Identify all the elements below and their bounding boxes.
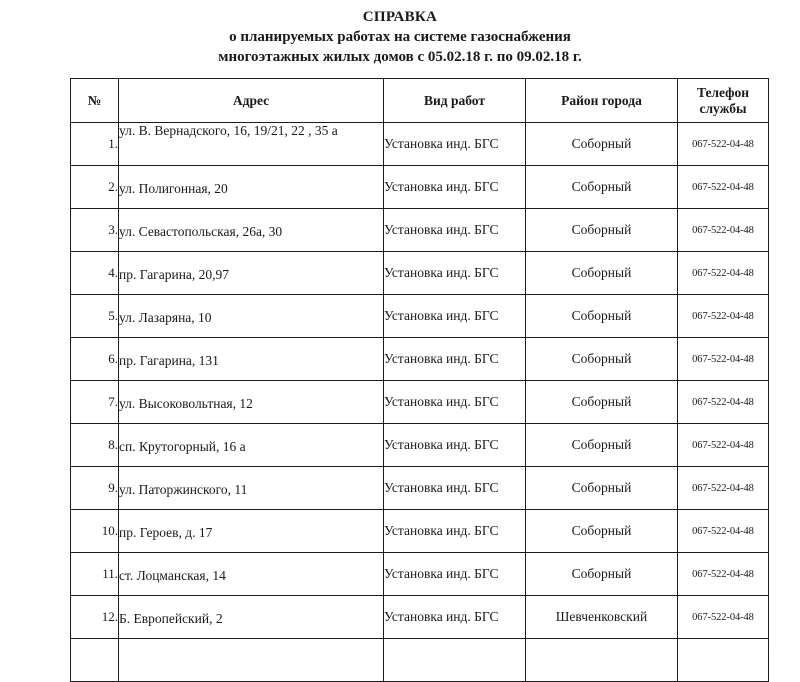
- column-header-phone-line-1: Телефон: [696, 84, 750, 100]
- cell-district: Соборный: [526, 123, 678, 166]
- cell-row-number: 1.: [71, 123, 119, 166]
- cell-address: ул. Лазаряна, 10: [119, 295, 384, 338]
- cell-work-type: Установка инд. БГС: [384, 381, 526, 424]
- table-row: [71, 596, 769, 639]
- column-header-work-type: Вид работ: [384, 79, 526, 123]
- cell-district: Соборный: [526, 166, 678, 209]
- table-body: [71, 123, 769, 682]
- column-header-address: Адрес: [119, 79, 384, 123]
- document-subtitle-line-1: о планируемых работах на системе газоснабжения: [229, 29, 571, 45]
- cell-district: Шевченковский: [526, 596, 678, 639]
- cell-address: ул. Полигонная, 20: [119, 166, 384, 209]
- cell-phone: 067-522-04-48: [678, 338, 769, 381]
- cell-row-number: 6.: [71, 338, 119, 381]
- cell-district: Соборный: [526, 338, 678, 381]
- table-row: [71, 252, 769, 295]
- document-subtitle-line-2: многоэтажных жилых домов с 05.02.18 г. по 09.02.18 г.: [218, 49, 582, 65]
- works-table-container: [70, 78, 768, 682]
- cell-district: Соборный: [526, 467, 678, 510]
- table-row: [71, 295, 769, 338]
- cell-phone: 067-522-04-48: [678, 424, 769, 467]
- cell-empty: [384, 639, 526, 682]
- cell-phone: 067-522-04-48: [678, 467, 769, 510]
- cell-district: Соборный: [526, 553, 678, 596]
- cell-address: ст. Лоцманская, 14: [119, 553, 384, 596]
- cell-work-type: Установка инд. БГС: [384, 553, 526, 596]
- cell-row-number: 12.: [71, 596, 119, 639]
- cell-address: пр. Гагарина, 131: [119, 338, 384, 381]
- cell-district: Соборный: [526, 424, 678, 467]
- cell-work-type: Установка инд. БГС: [384, 338, 526, 381]
- cell-work-type: Установка инд. БГС: [384, 596, 526, 639]
- cell-district: Соборный: [526, 252, 678, 295]
- cell-empty: [526, 639, 678, 682]
- table-row: [71, 424, 769, 467]
- cell-row-number: 11.: [71, 553, 119, 596]
- planned-works-table: [70, 78, 769, 682]
- document-title-block: [0, 8, 800, 67]
- column-header-phone-line-2: службы: [699, 100, 747, 116]
- cell-row-number: 2.: [71, 166, 119, 209]
- cell-empty: [71, 639, 119, 682]
- cell-district: Соборный: [526, 295, 678, 338]
- cell-phone: 067-522-04-48: [678, 510, 769, 553]
- column-header-number: №: [71, 79, 119, 123]
- cell-row-number: 9.: [71, 467, 119, 510]
- cell-work-type: Установка инд. БГС: [384, 209, 526, 252]
- table-row: [71, 510, 769, 553]
- cell-phone: 067-522-04-48: [678, 252, 769, 295]
- cell-address: Б. Европейский, 2: [119, 596, 384, 639]
- table-header-row: [71, 79, 769, 123]
- table-row: [71, 467, 769, 510]
- cell-work-type: Установка инд. БГС: [384, 166, 526, 209]
- table-row: [71, 209, 769, 252]
- cell-work-type: Установка инд. БГС: [384, 123, 526, 166]
- cell-phone: 067-522-04-48: [678, 166, 769, 209]
- cell-row-number: 8.: [71, 424, 119, 467]
- cell-address: ул. Севастопольская, 26а, 30: [119, 209, 384, 252]
- cell-phone: 067-522-04-48: [678, 596, 769, 639]
- cell-address: сп. Крутогорный, 16 а: [119, 424, 384, 467]
- cell-empty: [678, 639, 769, 682]
- cell-work-type: Установка инд. БГС: [384, 510, 526, 553]
- cell-district: Соборный: [526, 510, 678, 553]
- cell-work-type: Установка инд. БГС: [384, 295, 526, 338]
- cell-phone: 067-522-04-48: [678, 123, 769, 166]
- cell-address: пр. Героев, д. 17: [119, 510, 384, 553]
- cell-row-number: 7.: [71, 381, 119, 424]
- cell-row-number: 3.: [71, 209, 119, 252]
- cell-phone: 067-522-04-48: [678, 209, 769, 252]
- cell-district: Соборный: [526, 381, 678, 424]
- cell-empty: [119, 639, 384, 682]
- page-title: СПРАВКА: [362, 9, 438, 25]
- cell-work-type: Установка инд. БГС: [384, 467, 526, 510]
- cell-address: ул. В. Вернадского, 16, 19/21, 22 , 35 а: [119, 123, 384, 166]
- cell-work-type: Установка инд. БГС: [384, 252, 526, 295]
- column-header-phone: [678, 79, 769, 123]
- cell-row-number: 5.: [71, 295, 119, 338]
- cell-phone: 067-522-04-48: [678, 295, 769, 338]
- cell-phone: 067-522-04-48: [678, 553, 769, 596]
- table-row: [71, 381, 769, 424]
- cell-district: Соборный: [526, 209, 678, 252]
- table-row: [71, 553, 769, 596]
- cell-work-type: Установка инд. БГС: [384, 424, 526, 467]
- table-row: [71, 123, 769, 166]
- cell-phone: 067-522-04-48: [678, 381, 769, 424]
- table-row: [71, 338, 769, 381]
- cell-row-number: 4.: [71, 252, 119, 295]
- table-row: [71, 166, 769, 209]
- cell-address: пр. Гагарина, 20,97: [119, 252, 384, 295]
- table-row-partial: [71, 639, 769, 682]
- cell-address: ул. Паторжинского, 11: [119, 467, 384, 510]
- cell-row-number: 10.: [71, 510, 119, 553]
- cell-address: ул. Высоковольтная, 12: [119, 381, 384, 424]
- column-header-district: Район города: [526, 79, 678, 123]
- table-header: [71, 79, 769, 123]
